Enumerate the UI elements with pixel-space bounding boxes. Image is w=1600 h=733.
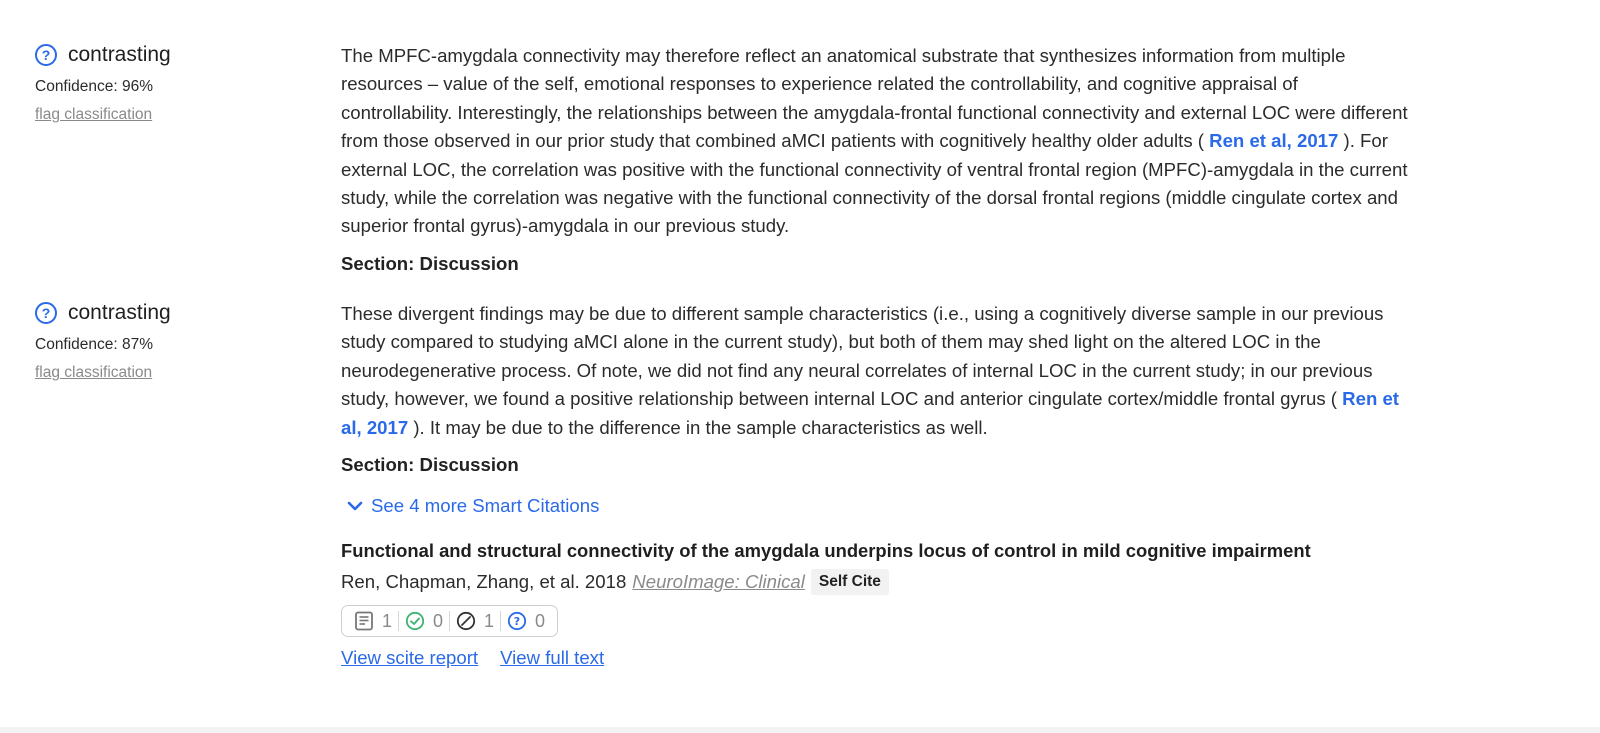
mentioning-count	[501, 611, 551, 632]
see-more-citations-button[interactable]	[347, 495, 599, 517]
confidence-text: Confidence: 96%	[35, 78, 154, 95]
citation-snippet	[341, 42, 1411, 241]
reference-link[interactable]: Ren et al, 2017	[1209, 130, 1339, 152]
citation-snippet	[341, 300, 1411, 442]
confidence-text: Confidence: 87%	[35, 336, 154, 353]
paper-meta	[341, 569, 1441, 595]
paper-title[interactable]: Functional and structural connectivity of the amygdala underpins locus of control in mild cognitive impairment	[341, 540, 1311, 561]
self-cite-badge: Self Cite	[811, 569, 889, 595]
question-circle-icon[interactable]: ?	[35, 302, 57, 324]
publications-value: 1	[382, 610, 393, 631]
view-scite-report-link[interactable]: View scite report	[341, 647, 479, 668]
question-circle-icon[interactable]: ?	[35, 44, 57, 66]
flag-classification-link[interactable]: flag classification	[35, 106, 153, 123]
publications-count	[348, 611, 398, 632]
view-full-text-link[interactable]: View full text	[500, 647, 605, 668]
classification-label: contrasting	[68, 301, 171, 324]
contrasting-circle-icon	[456, 611, 476, 631]
contrasting-value: 1	[484, 610, 495, 631]
snippet-text: ). For external LOC, the correlation was positive with the functional connectivity of ventral frontal region (MPFC)-amygdala in the current study, while the correlation was negative with the functional connectivity of the dorsal frontal regions (middle cingulate cortex and superior frontal gyrus)-amygdala in our previous study.	[341, 130, 1408, 237]
snippet-text: These divergent findings may be due to different sample characteristics (i.e., using a cognitively diverse sample in our previous study compared to studying aMCI alone in the current study), but both of them may shed light on the altered LOC in the neurodegenerative process. Of note, we did not find any neural correlates of internal LOC in the current study; in our previous study, however, we found a positive relationship between internal LOC and anterior cingulate cortex/middle frontal gyrus (	[341, 303, 1384, 410]
snippet-text: ). It may be due to the difference in the sample characteristics as well.	[408, 416, 988, 438]
section-label: Section: Discussion	[341, 454, 519, 476]
contrasting-count	[450, 611, 500, 632]
section-label: Section: Discussion	[341, 252, 519, 274]
snippet-text: The MPFC-amygdala connectivity may therefore reflect an anatomical substrate that synthesizes information from multiple resources – value of the self, emotional responses to experience related the controllability, and cognitive appraisal of controllability. Interestingly, the relationships between the amygdala-frontal functional connectivity and external LOC were different from those observed in our prior study that combined aMCI patients with cognitively healthy older adults (	[341, 45, 1408, 152]
citation-text-column	[341, 300, 1411, 476]
document-icon	[354, 611, 374, 631]
classification-column	[35, 300, 295, 382]
classification-label: contrasting	[68, 43, 171, 66]
footer-divider	[0, 727, 1600, 733]
classification-header	[35, 300, 295, 326]
paper-info	[341, 540, 1441, 669]
see-more-label: See 4 more Smart Citations	[371, 495, 600, 516]
citation-text-column	[341, 42, 1411, 275]
check-circle-icon	[405, 611, 425, 631]
supporting-count	[399, 611, 449, 632]
classification-header	[35, 42, 295, 68]
reference-link[interactable]: Ren et al, 2017	[341, 388, 1399, 438]
svg-text:?: ?	[513, 615, 521, 629]
citation-tally[interactable]	[341, 605, 558, 637]
question-circle-icon	[507, 611, 527, 631]
flag-classification-link[interactable]: flag classification	[35, 364, 153, 381]
supporting-value: 0	[433, 610, 444, 631]
mentioning-value: 0	[535, 610, 546, 631]
classification-column	[35, 42, 295, 124]
chevron-down-icon	[347, 500, 363, 512]
paper-authors-year: Ren, Chapman, Zhang, et al. 2018	[341, 571, 627, 592]
journal-link[interactable]: NeuroImage: Clinical	[632, 571, 805, 592]
paper-links	[341, 647, 1441, 669]
